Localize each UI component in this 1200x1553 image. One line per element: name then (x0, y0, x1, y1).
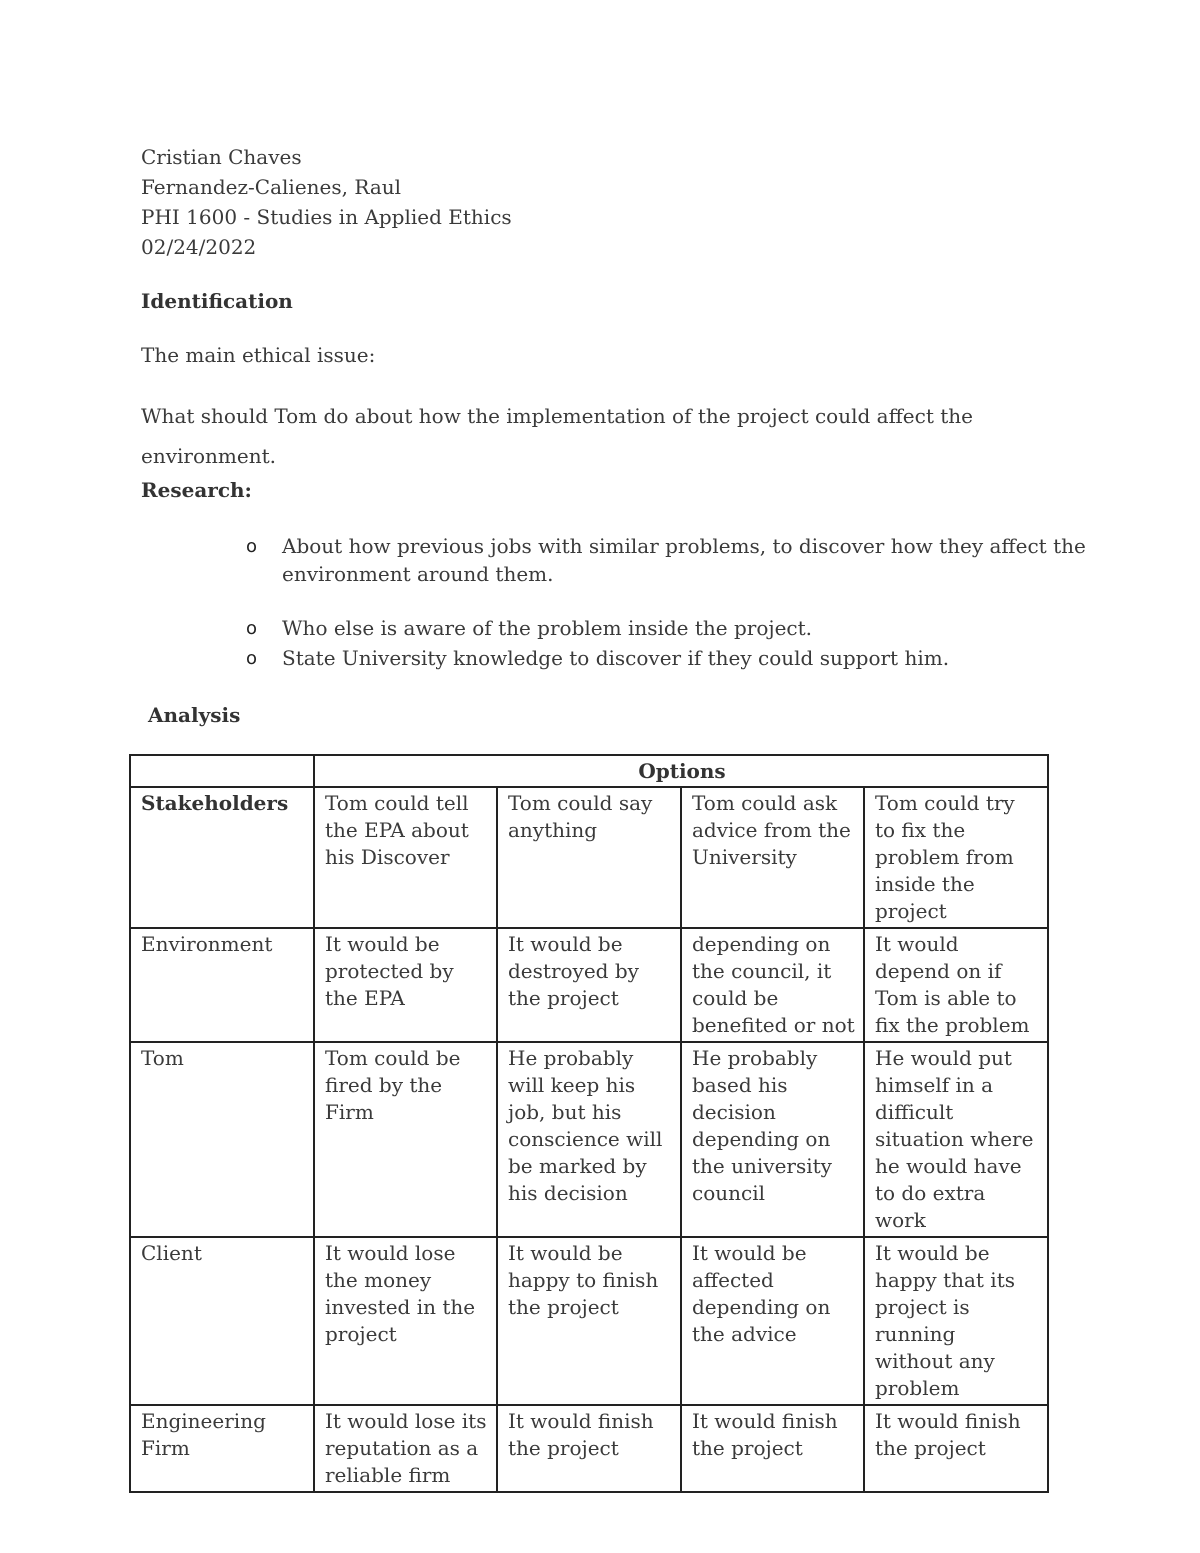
research-item (246, 532, 1086, 588)
table-cell: He probably will keep his job, but his conscience will be marked by his decision (497, 1042, 681, 1237)
analysis-table (129, 754, 1049, 1493)
table-cell: It would lose its reputation as a reliable firm (314, 1405, 497, 1492)
table-cell: depending on the council, it could be benefited or not (681, 928, 864, 1042)
table-cell: It would finish the project (864, 1405, 1048, 1492)
research-item (246, 644, 1086, 672)
course-name: PHI 1600 - Studies in Applied Ethics (141, 205, 512, 229)
table-row (130, 787, 1048, 928)
table-cell: It would depend on if Tom is able to fix the problem (864, 928, 1048, 1042)
table-cell: It would be happy to finish the project (497, 1237, 681, 1405)
stakeholder-cell: Client (130, 1237, 314, 1405)
table-cell: He would put himself in a difficult situation where he would have to do extra work (864, 1042, 1048, 1237)
hollow-circle-bullet-icon: o (246, 536, 258, 557)
instructor-name: Fernandez-Calienes, Raul (141, 175, 402, 199)
research-item-text: Who else is aware of the problem inside the project. (282, 616, 813, 640)
ethical-question: What should Tom do about how the implementation of the project could affect the environment. (141, 404, 973, 468)
options-header: Options (314, 755, 1048, 787)
research-heading: Research: (141, 478, 252, 502)
stakeholder-cell: Tom (130, 1042, 314, 1237)
research-item-text: About how previous jobs with similar problems, to discover how they affect the environment around them. (282, 534, 1086, 586)
table-row (130, 928, 1048, 1042)
table-row (130, 1042, 1048, 1237)
option-cell: Tom could ask advice from the University (681, 787, 864, 928)
document-date: 02/24/2022 (141, 235, 257, 259)
option-cell: Tom could try to fix the problem from inside the project (864, 787, 1048, 928)
research-list (246, 532, 1086, 672)
research-item-text: State University knowledge to discover if they could support him. (282, 646, 950, 670)
table-cell: It would be destroyed by the project (497, 928, 681, 1042)
stakeholder-cell: Environment (130, 928, 314, 1042)
hollow-circle-bullet-icon: o (246, 648, 258, 669)
table-corner-cell (130, 755, 314, 787)
table-cell: He probably based his decision depending on the university council (681, 1042, 864, 1237)
ethical-issue-label: The main ethical issue: (141, 343, 376, 367)
table-cell: Tom could be fired by the Firm (314, 1042, 497, 1237)
stakeholder-cell: Engineering Firm (130, 1405, 314, 1492)
analysis-heading: Analysis (148, 703, 241, 727)
table-cell: It would be protected by the EPA (314, 928, 497, 1042)
document-header (141, 142, 512, 262)
table-row (130, 1405, 1048, 1492)
table-row (130, 1237, 1048, 1405)
table-cell: It would finish the project (497, 1405, 681, 1492)
stakeholders-header: Stakeholders (130, 787, 314, 928)
table-row (130, 755, 1048, 787)
student-name: Cristian Chaves (141, 145, 302, 169)
research-item (246, 614, 1086, 642)
table-cell: It would be happy that its project is running without any problem (864, 1237, 1048, 1405)
hollow-circle-bullet-icon: o (246, 618, 258, 639)
table-cell: It would lose the money invested in the project (314, 1237, 497, 1405)
table-cell: It would finish the project (681, 1405, 864, 1492)
option-cell: Tom could tell the EPA about his Discover (314, 787, 497, 928)
option-cell: Tom could say anything (497, 787, 681, 928)
table-cell: It would be affected depending on the advice (681, 1237, 864, 1405)
identification-heading: Identification (141, 289, 293, 313)
